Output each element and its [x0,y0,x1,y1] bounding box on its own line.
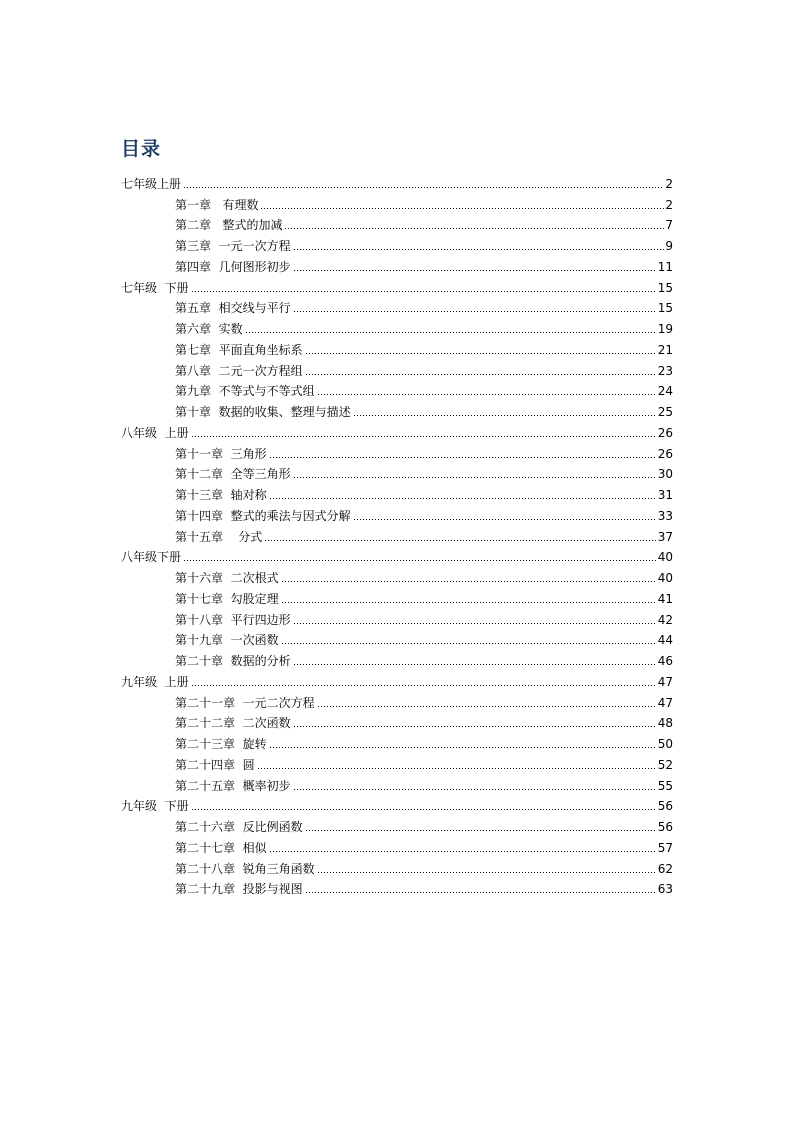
toc-entry-page-number: 55 [657,778,673,793]
toc-dot-leader [305,352,657,355]
toc-entry-label: 八年级下册 [121,550,182,565]
toc-dot-leader [191,290,657,293]
toc-entry-label: 第八章 二元一次方程组 [175,363,303,378]
toc-dot-leader [183,559,657,562]
toc-dot-leader [353,518,657,521]
toc-entry-label: 第十三章 轴对称 [175,488,267,502]
toc-dot-leader [317,393,657,396]
toc-entry-chapter[interactable] [121,565,673,586]
toc-dot-leader [269,746,657,749]
toc-entry-page-number: 15 [657,280,673,295]
toc-entry-page-number: 11 [657,259,673,274]
toc-entry-chapter[interactable] [121,607,673,628]
toc-entry-label: 第十一章 三角形 [175,446,267,461]
toc-entry-label: 第十二章 全等三角形 [175,467,291,482]
toc-dot-leader [293,788,657,791]
toc-entry-label: 第十八章 平行四边形 [175,612,291,627]
toc-entry-page-number: 2 [665,197,673,212]
toc-entry-page-number: 30 [657,467,673,482]
toc-dot-leader [293,269,657,272]
toc-dot-leader [257,767,657,770]
toc-entry-page-number: 26 [657,446,673,461]
toc-dot-leader [269,456,657,459]
toc-entry-label: 第二十二章 二次函数 [175,716,291,731]
toc-entry-chapter[interactable] [121,441,673,462]
toc-entry-chapter[interactable] [121,337,673,358]
toc-entry-label: 第一章 有理数 [175,197,259,212]
toc-entry-label: 第二十八章 锐角三角函数 [175,861,315,876]
toc-entry-label: 第二章 整式的加减 [175,218,283,233]
toc-entry-chapter[interactable] [121,586,673,607]
toc-title: 目录 [121,138,162,160]
toc-entry-chapter[interactable] [121,648,673,669]
toc-entry-label: 第四章 几何图形初步 [175,259,291,274]
toc-dot-leader [293,622,657,625]
toc-entry-chapter[interactable] [121,233,673,254]
toc-entry-label: 第二十六章 反比例函数 [175,820,303,834]
toc-entry-chapter[interactable] [121,192,673,213]
toc-entry-label: 第十九章 一次函数 [175,633,279,648]
toc-entry-label: 第十章 数据的收集、整理与描述 [175,405,351,419]
toc-entry-grade[interactable] [121,545,673,566]
toc-entry-grade[interactable] [121,669,673,690]
toc-entry-chapter[interactable] [121,379,673,400]
toc-entry-chapter[interactable] [121,731,673,752]
toc-entry-chapter[interactable] [121,254,673,275]
toc-entry-grade[interactable] [121,275,673,296]
toc-entry-page-number: 40 [657,571,673,585]
toc-dot-leader [293,663,657,666]
toc-entry-label: 第七章 平面直角坐标系 [175,342,303,357]
toc-entry-chapter[interactable] [121,814,673,835]
toc-entry-label: 第二十九章 投影与视图 [175,882,303,897]
toc-entry-chapter[interactable] [121,462,673,483]
toc-entry-chapter[interactable] [121,316,673,337]
toc-entry-label: 第二十一章 一元二次方程 [175,695,315,710]
toc-entry-page-number: 33 [657,508,673,523]
toc-entry-label: 第二十四章 圆 [175,757,255,772]
toc-entry-page-number: 50 [657,737,673,751]
toc-entry-chapter[interactable] [121,877,673,898]
toc-entry-label: 第二十五章 概率初步 [175,778,291,793]
toc-entry-page-number: 42 [657,612,673,627]
toc-entry-label: 第五章 相交线与平行 [175,301,291,316]
toc-entry-label: 八年级 上册 [121,425,189,440]
toc-entry-label: 第十四章 整式的乘法与因式分解 [175,508,351,523]
toc-entry-page-number: 26 [657,425,673,440]
toc-entry-page-number: 24 [657,384,673,399]
toc-dot-leader [264,539,656,542]
toc-entry-page-number: 40 [657,550,673,565]
toc-entry-chapter[interactable] [121,628,673,649]
toc-entry-page-number: 37 [657,529,673,544]
toc-entry-label: 第十六章 二次根式 [175,571,279,585]
toc-entry-label: 第十七章 勾股定理 [175,591,279,606]
toc-dot-leader [245,331,657,334]
toc-entry-chapter[interactable] [121,856,673,877]
toc-entry-chapter[interactable] [121,773,673,794]
toc-dot-leader [305,373,657,376]
toc-entry-page-number: 44 [657,633,673,648]
toc-entry-page-number: 47 [657,674,673,689]
toc-entry-chapter[interactable] [121,358,673,379]
toc-entry-page-number: 23 [657,363,673,378]
toc-dot-leader [293,248,665,251]
toc-entry-page-number: 21 [657,342,673,357]
toc-entry-label: 第九章 不等式与不等式组 [175,384,315,399]
toc-dot-leader [191,435,657,438]
toc-entry-page-number: 63 [657,882,673,897]
toc-dot-leader [260,207,664,210]
toc-entry-page-number: 56 [657,799,673,814]
toc-entry-page-number: 15 [657,301,673,316]
toc-entry-chapter[interactable] [121,482,673,503]
toc-dot-leader [293,725,657,728]
toc-entry-chapter[interactable] [121,503,673,524]
toc-entry-label: 第三章 一元一次方程 [175,239,291,253]
toc-dot-leader [269,497,657,500]
toc-entry-page-number: 41 [657,591,673,606]
toc-entry-grade[interactable] [121,171,673,192]
toc-entry-page-number: 2 [665,176,673,191]
toc-entry-page-number: 57 [657,840,673,855]
toc-entry-chapter[interactable] [121,524,673,545]
toc-dot-leader [305,891,657,894]
toc-dot-leader [293,310,657,313]
toc-entry-label: 第二十三章 旋转 [175,737,267,751]
toc-dot-leader [281,580,657,583]
toc-entry-page-number: 56 [657,820,673,834]
toc-entry-grade[interactable] [121,420,673,441]
toc-entry-label: 九年级 下册 [121,799,189,814]
toc-dot-leader [191,684,657,687]
toc-entry-label: 九年级 上册 [121,674,189,689]
toc-dot-leader [317,705,657,708]
toc-entry-page-number: 62 [657,861,673,876]
toc-entry-label: 第十五章 分式 [175,529,263,544]
toc-entry-page-number: 7 [665,218,673,233]
toc-entry-chapter[interactable] [121,711,673,732]
toc-entry-chapter[interactable] [121,690,673,711]
toc-entry-grade[interactable] [121,794,673,815]
toc-dot-leader [281,601,657,604]
toc-entry-page-number: 9 [665,239,673,253]
toc-entry-page-number: 25 [657,405,673,419]
toc-dot-leader [293,476,657,479]
toc-dot-leader [281,642,657,645]
toc-entry-chapter[interactable] [121,296,673,317]
toc-dot-leader [317,871,657,874]
toc-dot-leader [284,227,664,230]
toc-entry-label: 第二十章 数据的分析 [175,654,291,668]
toc-entry-page-number: 31 [657,488,673,502]
toc-entry-label: 第二十七章 相似 [175,840,267,855]
toc-list [121,171,673,897]
toc-entry-page-number: 19 [657,322,673,336]
toc-entry-chapter[interactable] [121,752,673,773]
toc-dot-leader [353,414,657,417]
toc-entry-page-number: 48 [657,716,673,731]
toc-entry-page-number: 52 [657,757,673,772]
toc-entry-page-number: 47 [657,695,673,710]
toc-dot-leader [305,829,657,832]
toc-entry-chapter[interactable] [121,835,673,856]
toc-dot-leader [191,808,657,811]
toc-dot-leader [183,186,664,189]
toc-entry-page-number: 46 [657,654,673,668]
toc-entry-chapter[interactable] [121,399,673,420]
toc-entry-label: 七年级上册 [121,176,182,191]
toc-entry-label: 七年级 下册 [121,280,189,295]
toc-dot-leader [269,850,657,853]
toc-entry-label: 第六章 实数 [175,322,243,336]
toc-entry-chapter[interactable] [121,213,673,234]
